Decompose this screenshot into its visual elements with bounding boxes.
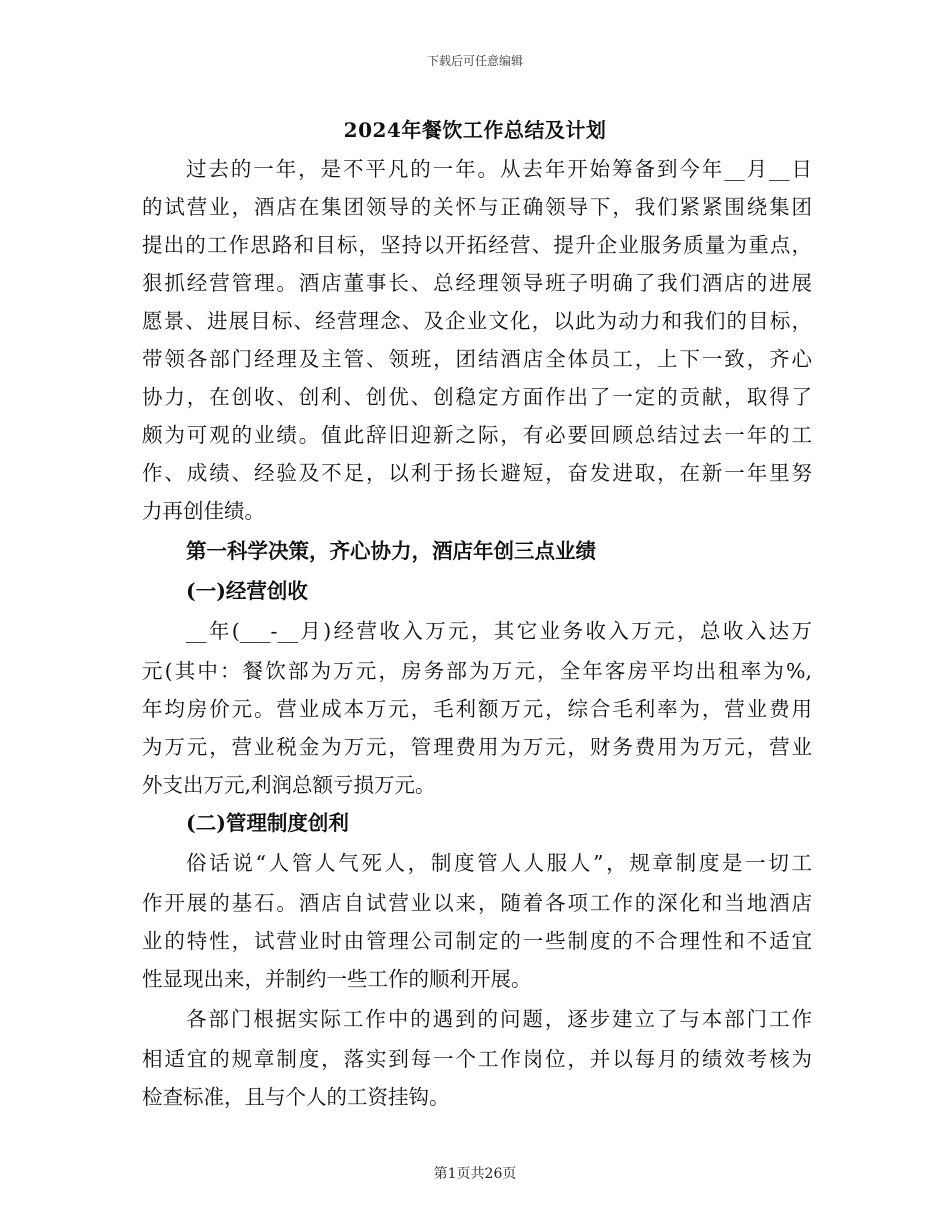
paragraph-line: 提出的工作思路和目标，坚持以开拓经营、提升企业服务质量为重点， — [142, 233, 812, 257]
paragraph-line: 过去的一年，是不平凡的一年。从去年开始筹备到今年__月__日 — [186, 157, 812, 181]
page-header: 下载后可任意编辑 — [426, 54, 523, 68]
document-title: 2024年餐饮工作总结及计划 — [343, 118, 607, 142]
paragraph-line: 外支出万元,利润总额亏损万元。 — [142, 773, 436, 797]
paragraph-line: 的试营业，酒店在集团领导的关怀与正确领导下，我们紧紧围绕集团 — [142, 195, 812, 219]
paragraph-line: 俗话说“人管人气死人，制度管人人服人”，规章制度是一切工 — [186, 851, 812, 875]
paragraph-line: 相适宜的规章制度，落实到每一个工作岗位，并以每月的绩效考核为 — [142, 1047, 812, 1071]
document-body — [142, 150, 812, 1116]
paragraph-line: 颇为可观的业绩。值此辞旧迎新之际，有必要回顾总结过去一年的工 — [142, 423, 812, 447]
paragraph-line: 性显现出来，并制约一些工作的顺利开展。 — [142, 967, 532, 991]
section-heading: 第一科学决策，齐心协力，酒店年创三点业绩 — [186, 539, 596, 563]
paragraph-line: 各部门根据实际工作中的遇到的问题，逐步建立了与本部门工作 — [186, 1007, 812, 1031]
paragraph-line: 狠抓经营管理。酒店董事长、总经理领导班子明确了我们酒店的进展 — [142, 271, 812, 295]
paragraph-line: 检查标准，且与个人的工资挂钩。 — [142, 1085, 450, 1109]
paragraph-line: __年(___-__月)经营收入万元，其它业务收入万元，总收入达万 — [186, 619, 812, 643]
paragraph-line: 为万元，营业税金为万元，管理费用为万元，财务费用为万元，营业 — [142, 735, 812, 759]
paragraph-line: 协力，在创收、创利、创优、创稳定方面作出了一定的贡献，取得了 — [142, 385, 812, 409]
paragraph-line: 带领各部门经理及主管、领班，团结酒店全体员工，上下一致，齐心 — [142, 347, 812, 371]
paragraph-line: 作开展的基石。酒店自试营业以来，随着各项工作的深化和当地酒店 — [142, 891, 812, 915]
subsection-heading: (二)管理制度创利 — [186, 811, 349, 835]
paragraph-line: 年均房价元。营业成本万元，毛利额万元，综合毛利率为，营业费用 — [142, 697, 812, 721]
paragraph-line: 元(其中：餐饮部为万元，房务部为万元，全年客房平均出租率为%, — [142, 659, 812, 683]
paragraph-line: 力再创佳绩。 — [142, 499, 265, 523]
page-footer: 第1页共26页 — [433, 1166, 517, 1182]
paragraph-line: 业的特性，试营业时由管理公司制定的一些制度的不合理性和不适宜 — [142, 929, 812, 953]
paragraph-line: 愿景、进展目标、经营理念、及企业文化，以此为动力和我们的目标， — [142, 309, 812, 333]
paragraph-line: 作、成绩、经验及不足，以利于扬长避短，奋发进取，在新一年里努 — [142, 461, 812, 485]
subsection-heading: (一)经营创收 — [186, 579, 308, 603]
